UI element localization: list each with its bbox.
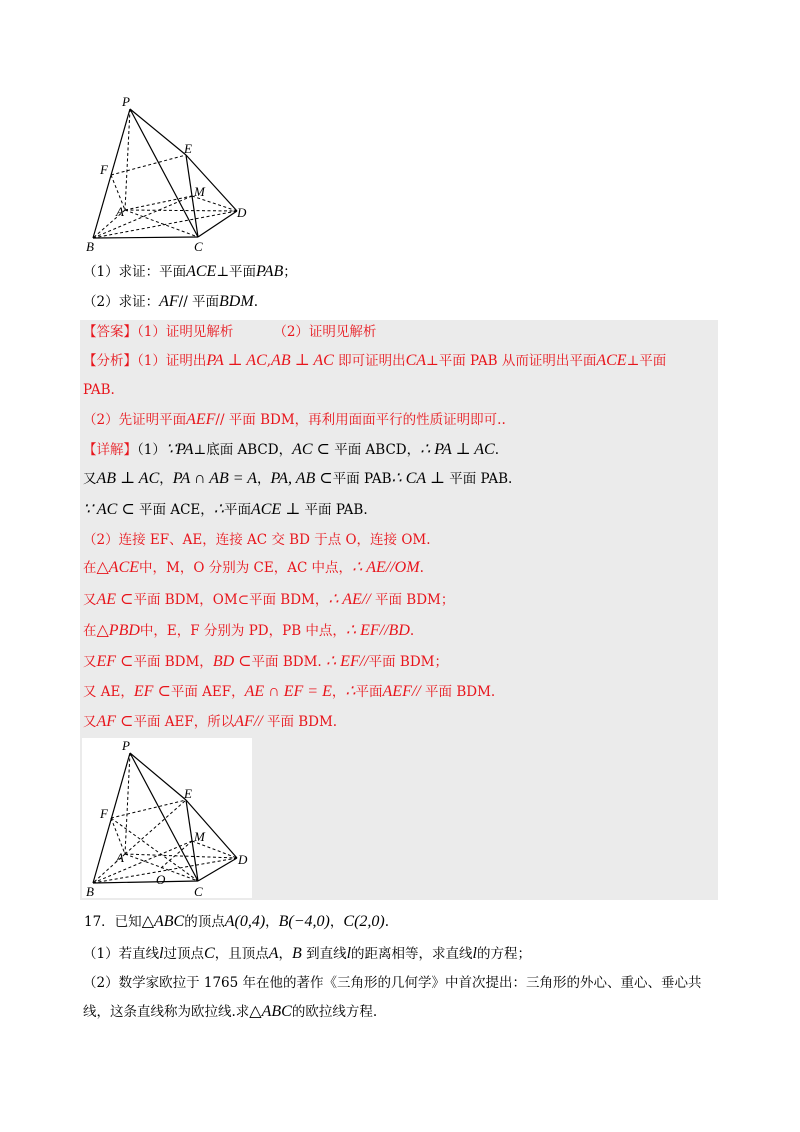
analysis-line-2: PAB. [83, 382, 115, 398]
detail-line-3: ∵ AC ⊂ 平面 ACE，∴平面ACE ⊥ 平面 PAB. [83, 501, 368, 518]
detail-line-7: 在△PBD中，E，F 分别为 PD，PB 中点，∴ EF//BD. [83, 622, 415, 639]
vertex-label-E: E [184, 141, 192, 156]
detail-line-2: 又AB ⊥ AC，PA ∩ AB = A，PA, AB ⊂平面 PAB∴ CA ⊥ 平面 PAB. [83, 470, 513, 487]
question-17-part-1: （1）若直线l过顶点C，且顶点A，B 到直线l的距离相等，求直线l的方程； [83, 945, 531, 962]
vertex-label-M: M [194, 829, 205, 844]
vertex-label-B: B [86, 239, 94, 254]
detail-line-6: 又AE ⊂平面 BDM，OM⊂平面 BDM，∴ AE// 平面 BDM； [83, 591, 455, 608]
question-17-part-2-line-1: （2）数学家欧拉于 1765 年在他的著作《三角形的几何学》中首次提出：三角形的外心、重心、垂心共 [83, 975, 702, 991]
vertex-label-F: F [100, 806, 108, 821]
answer-line: 【答案】（1）证明见解析 （2）证明见解析 [83, 324, 377, 340]
detail-line-10: 又AF ⊂平面 AEF，所以AF// 平面 BDM. [83, 713, 338, 730]
detail-line-9: 又 AE，EF ⊂平面 AEF，AE ∩ EF = E，∴平面AEF// 平面 BDM. [83, 683, 496, 700]
analysis-line-3: （2）先证明平面AEF// 平面 BDM，再利用面面平行的性质证明即可.. [83, 411, 506, 428]
detail-line-4: （2）连接 EF、AE，连接 AC 交 BD 于点 O，连接 OM. [83, 532, 431, 548]
vertex-label-M: M [194, 184, 205, 199]
vertex-label-P: P [122, 738, 130, 753]
detail-line-5: 在△ACE中，M，O 分别为 CE，AC 中点，∴ AE//OM. [83, 559, 424, 576]
detail-line-8: 又EF ⊂平面 BDM，BD ⊂平面 BDM. ∴ EF//平面 BDM； [83, 653, 448, 670]
vertex-label-C: C [194, 884, 203, 898]
vertex-label-D: D [238, 852, 248, 867]
question-17-stem: 17．已知△ABC的顶点A(0,4)，B(−4,0)，C(2,0). [84, 913, 390, 930]
vertex-label-B: B [86, 884, 94, 898]
vertex-label-A: A [116, 204, 124, 219]
vertex-label-A: A [116, 850, 124, 865]
vertex-label-P: P [122, 94, 130, 109]
question-17-part-2-line-2: 线，这条直线称为欧拉线.求△ABC的欧拉线方程. [83, 1003, 378, 1020]
vertex-label-C: C [194, 239, 203, 254]
vertex-label-D: D [237, 205, 247, 220]
question-part-2: （2）求证：AF// 平面BDM. [83, 293, 258, 310]
pyramid-figure-2 [82, 738, 252, 898]
detail-line-1: 【详解】（1）∵PA⊥底面 ABCD，AC ⊂ 平面 ABCD，∴ PA ⊥ AC. [83, 441, 499, 458]
question-part-1: （1）求证：平面ACE⊥平面PAB； [83, 263, 297, 280]
vertex-label-O: O [156, 872, 166, 887]
vertex-label-F: F [100, 162, 108, 177]
analysis-line-1: 【分析】（1）证明出PA ⊥ AC,AB ⊥ AC 即可证明出CA⊥平面 PAB 从而证明出平面ACE⊥平面 [83, 352, 667, 369]
pyramid-figure-1 [82, 92, 257, 257]
vertex-label-E: E [184, 786, 192, 801]
